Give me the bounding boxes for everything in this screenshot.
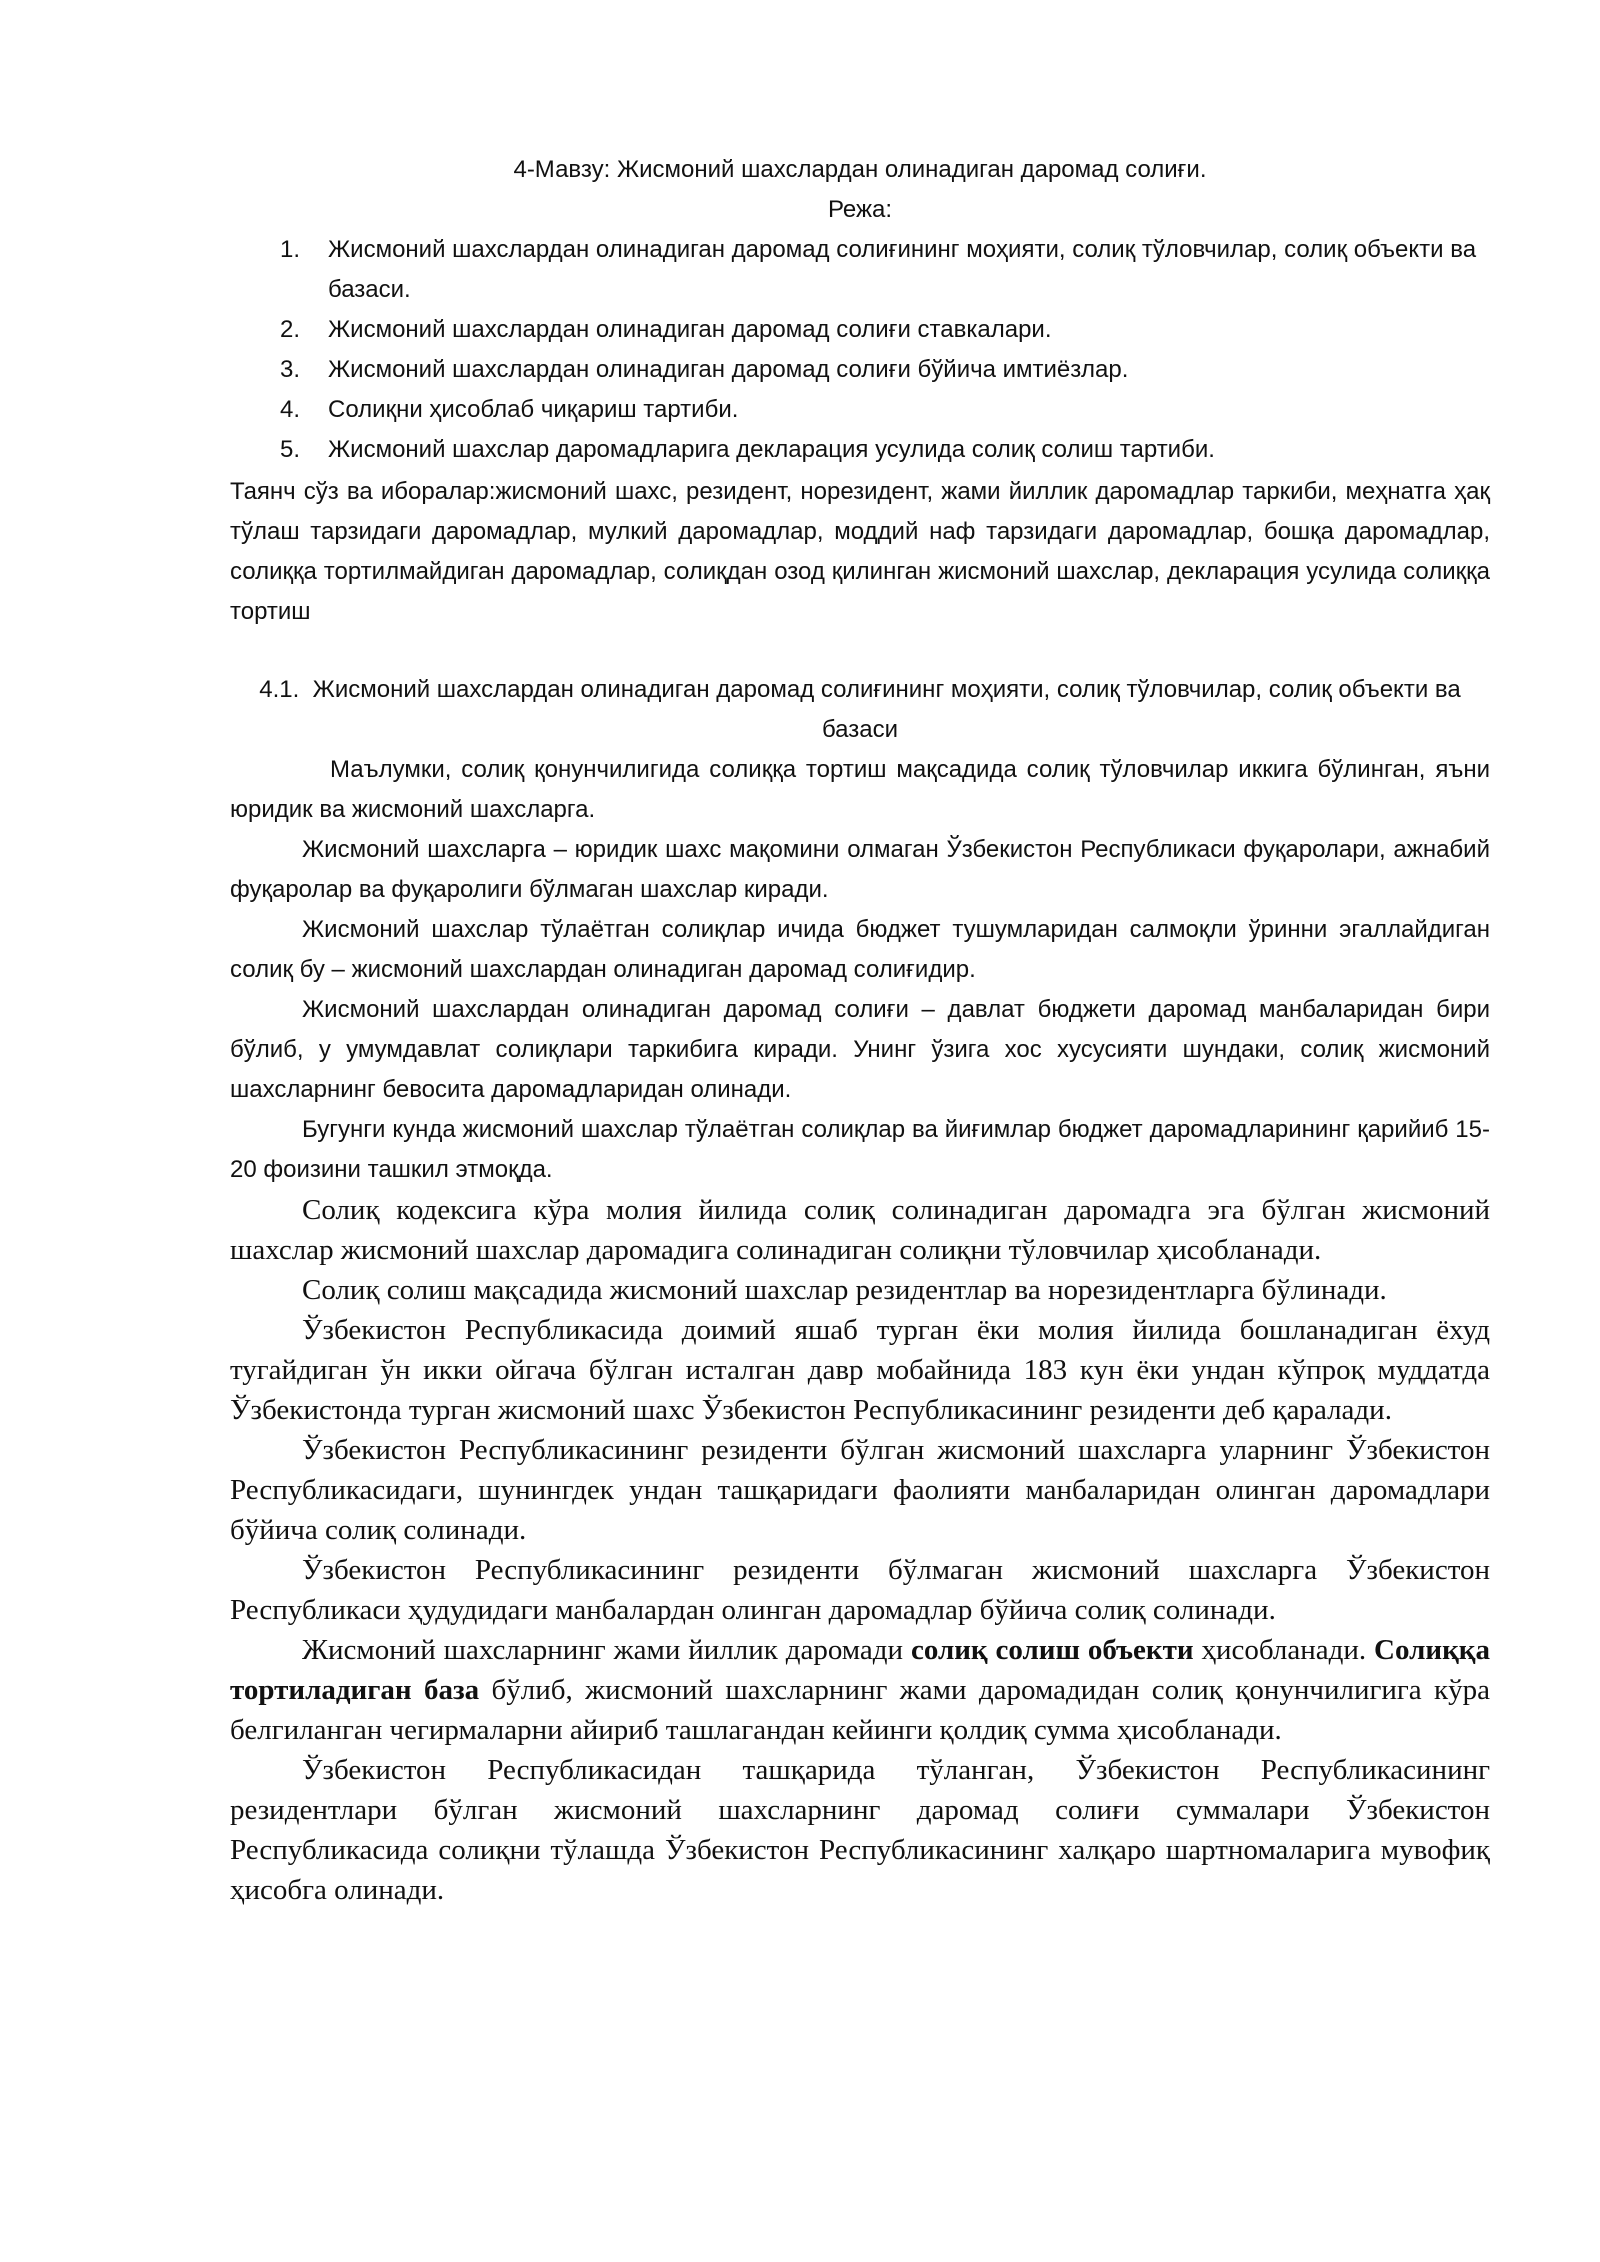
plan-item: [280, 390, 1490, 430]
body-paragraph: Жисмоний шахслар тўлаётган солиқлар ичида бюджет тушумларидан салмоқли ўринни эгаллайдиган солиқ бу – жисмоний шахслардан олинадиган даромад солиғидир.: [230, 916, 1490, 983]
body-paragraph: Жисмоний шахслардан олинадиган даромад солиғи – давлат бюджети даромад манбаларидан бири бўлиб, у умумдавлат солиқлари таркибига киради. Унинг ўзига хос хусусияти шундаки, солиқ жисмоний шахсларнинг бевосита даромадларидан олинади.: [230, 996, 1490, 1103]
document-page: [230, 150, 1490, 1910]
plan-item-text: Жисмоний шахслардан олинадиган даромад солиғининг моҳияти, солиқ тўловчилар, солиқ объекти ва базаси.: [328, 236, 1477, 303]
object-text-3: бўлиб, жисмоний шахсларнинг жами даромадидан солиқ қонунчилигига кўра белгиланган чегирмаларни айириб ташлагандан кейинги қолдиқ сумма ҳисобланади.: [230, 1674, 1490, 1746]
body-paragraph: Ўзбекистон Республикасининг резиденти бўлган жисмоний шахсларга уларнинг Ўзбекистон Республикасидаги, шунингдек ундан ташқаридаги фаолияти манбаларидан олинган даромадлари бўйича солиқ солинади.: [230, 1434, 1490, 1546]
keywords-paragraph: Таянч сўз ва иборалар:жисмоний шахс, резидент, норезидент, жами йиллик даромадлар таркиби, меҳнатга ҳақ тўлаш тарзидаги даромадлар, мулкий даромадлар, моддий наф тарзидаги даромадлар, бошқа даромадлар, солиққа тортилмайдиган даромадлар, солиқдан озод қилинган жисмоний шахслар, декларация усулида солиққа тортиш: [230, 478, 1490, 625]
plan-item-text: Жисмоний шахслар даромадларига декларация усулида солиқ солиш тартиби.: [328, 436, 1215, 463]
section-title: [230, 670, 1490, 750]
plan-item-number: 2.: [280, 316, 301, 343]
body-paragraph: Солиқ кодексига кўра молия йилида солиқ солинадиган даромадга эга бўлган жисмоний шахслар жисмоний шахслар даромадига солинадиган солиқни тўловчилар ҳисобланади.: [230, 1194, 1490, 1266]
plan-item-text: Жисмоний шахслардан олинадиган даромад солиғи бўйича имтиёзлар.: [328, 356, 1129, 383]
body-paragraph: Бугунги кунда жисмоний шахслар тўлаётган солиқлар ва йиғимлар бюджет даромадларининг қарийиб 15-20 фоизини ташкил этмоқда.: [230, 1116, 1490, 1183]
base-term-bold: Солиққа тортиладиган база: [230, 1634, 1490, 1706]
object-paragraph: [230, 1630, 1490, 1750]
plan-item: [280, 430, 1490, 470]
plan-label: Режа:: [827, 196, 893, 223]
body-paragraph: Ўзбекистон Республикасида доимий яшаб турган ёки молия йилида бошланадиган ёхуд тугайдиган ўн икки ойгача бўлган исталган давр мобайнида 183 кун ёки ундан кўпроқ муддатда Ўзбекистонда турган жисмоний шахс Ўзбекистон Республикасининг резиденти деб қаралади.: [230, 1314, 1490, 1426]
plan-item: [280, 310, 1490, 350]
plan-item-number: 5.: [280, 436, 301, 463]
section-number: 4.1.: [259, 676, 300, 703]
plan-item-number: 1.: [280, 236, 301, 263]
plan-item: [280, 230, 1490, 310]
plan-item: [280, 350, 1490, 390]
object-text-1: Жисмоний шахсларнинг жами йиллик даромади: [302, 1634, 911, 1666]
plan-list: [230, 230, 1490, 470]
body-paragraph: Солиқ солиш мақсадида жисмоний шахслар резидентлар ва норезидентларга бўлинади.: [302, 1274, 1387, 1306]
plan-item-number: 4.: [280, 396, 301, 423]
plan-item-text: Солиқни ҳисоблаб чиқариш тартиби.: [328, 396, 739, 423]
object-term-bold: солиқ солиш объекти: [910, 1634, 1194, 1666]
body-paragraph: Ўзбекистон Республикасининг резиденти бўлмаган жисмоний шахсларга Ўзбекистон Республикаси ҳудудидаги манбалардан олинган даромадлар бўйича солиқ солинади.: [230, 1554, 1490, 1626]
body-paragraph: Маълумки, солиқ қонунчилигида солиққа тортиш мақсадида солиқ тўловчилар иккига бўлинган, яъни юридик ва жисмоний шахсларга.: [230, 756, 1490, 823]
body-paragraph: Жисмоний шахсларга – юридик шахс мақомини олмаган Ўзбекистон Республикаси фуқаролари, ажнабий фуқаролар ва фуқаролиги бўлмаган шахслар киради.: [230, 836, 1490, 903]
plan-item-number: 3.: [280, 356, 301, 383]
plan-item-text: Жисмоний шахслардан олинадиган даромад солиғи ставкалари.: [328, 316, 1052, 343]
topic-title: 4-Мавзу: Жисмоний шахслардан олинадиган даромад солиғи.: [513, 156, 1207, 183]
section-title-text: Жисмоний шахслардан олинадиган даромад солиғининг моҳияти, солиқ тўловчилар, солиқ объекти ва базаси: [312, 676, 1461, 743]
body-paragraph: Ўзбекистон Республикасидан ташқарида тўланган, Ўзбекистон Республикасининг резидентлари бўлган жисмоний шахсларнинг даромад солиғи суммалари Ўзбекистон Республикасида солиқни тўлашда Ўзбекистон Республикасининг халқаро шартномаларига мувофиқ ҳисобга олинади.: [230, 1754, 1490, 1906]
object-text-2: ҳисобланади.: [1193, 1634, 1375, 1666]
